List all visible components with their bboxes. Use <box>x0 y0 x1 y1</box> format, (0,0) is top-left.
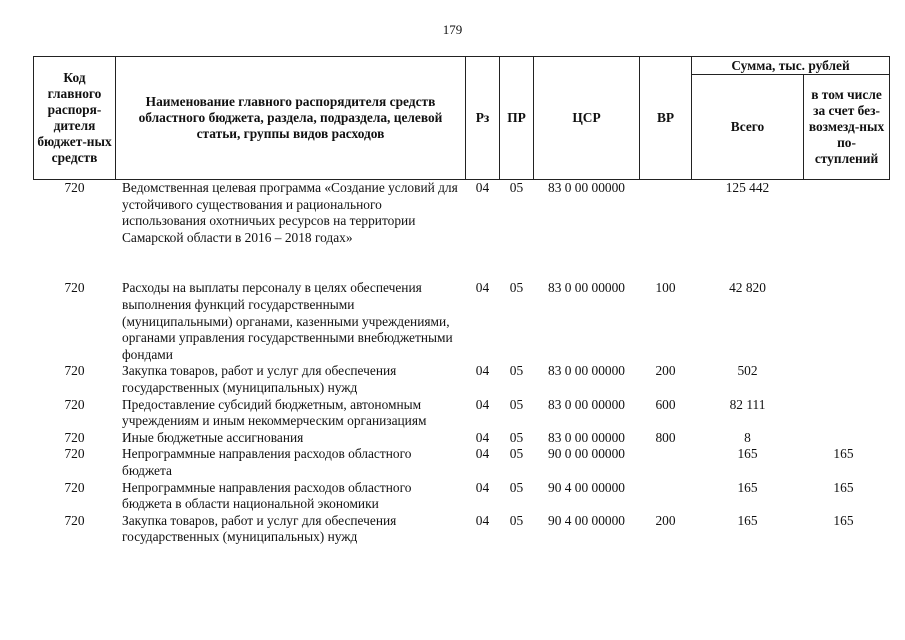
header-pr: ПР <box>500 57 534 180</box>
row-incl: 165 <box>833 479 854 495</box>
row-vr <box>640 446 692 479</box>
row-vr <box>640 180 692 247</box>
header-csr: ЦСР <box>534 57 640 180</box>
row-total: 165 <box>737 446 758 462</box>
row-incl <box>804 397 890 430</box>
row-total: 125 442 <box>725 180 770 195</box>
spacer-row <box>34 246 890 280</box>
table-row <box>34 180 890 247</box>
row-vr: 100 <box>655 280 676 296</box>
row-csr: 90 0 00 00000 <box>548 446 625 462</box>
row-total: 165 <box>737 512 758 528</box>
row-pr: 05 <box>509 363 524 379</box>
row-name: Закупка товаров, работ и услуг для обеспечения государственных (муниципальных) нужд <box>122 363 397 395</box>
header-rz: Рз <box>466 57 500 180</box>
row-csr: 83 0 00 00000 <box>548 396 625 412</box>
table-row <box>34 397 890 430</box>
row-csr: 83 0 00 00000 <box>548 363 625 379</box>
row-pr: 05 <box>509 446 524 462</box>
row-vr: 800 <box>655 429 676 445</box>
row-rz: 04 <box>475 446 490 462</box>
header-incl: в том числе за счет без-возмезд-ных по-ступлений <box>804 75 890 180</box>
row-pr: 05 <box>509 396 524 412</box>
row-incl: 165 <box>833 446 854 462</box>
row-rz: 04 <box>475 512 490 528</box>
table-row <box>34 513 890 546</box>
row-csr: 83 0 00 00000 <box>548 180 625 195</box>
row-rz: 04 <box>475 363 490 379</box>
row-total: 165 <box>737 479 758 495</box>
row-code: 720 <box>64 479 85 495</box>
row-code: 720 <box>64 280 85 296</box>
row-total: 42 820 <box>729 280 766 296</box>
row-vr: 200 <box>655 512 676 528</box>
row-csr: 83 0 00 00000 <box>548 429 625 445</box>
row-csr: 90 4 00 00000 <box>548 512 625 528</box>
table-row <box>34 363 890 396</box>
row-rz: 04 <box>475 280 490 296</box>
row-rz: 04 <box>475 479 490 495</box>
row-code: 720 <box>64 446 85 462</box>
row-name: Непрограммные направления расходов областного бюджета <box>122 446 412 478</box>
budget-table <box>33 56 890 546</box>
header-vr: ВР <box>640 57 692 180</box>
header-sum-group: Сумма, тыс. рублей <box>692 57 890 75</box>
table-row <box>34 480 890 513</box>
row-incl <box>804 363 890 396</box>
row-name: Расходы на выплаты персоналу в целях обеспечения выполнения функций государственными (муниципальными) органами, казенными учреждениями, органами управления государственными внебюджетными фондами <box>122 280 453 362</box>
row-incl <box>804 430 890 447</box>
row-csr: 90 4 00 00000 <box>548 479 625 495</box>
row-total: 8 <box>744 429 751 445</box>
row-incl: 165 <box>833 512 854 528</box>
row-pr: 05 <box>509 479 524 495</box>
row-rz: 04 <box>475 180 490 195</box>
row-pr: 05 <box>509 512 524 528</box>
row-rz: 04 <box>475 429 490 445</box>
header-row-1 <box>34 57 890 75</box>
row-incl <box>804 180 890 247</box>
row-pr: 05 <box>509 180 524 195</box>
row-vr <box>640 480 692 513</box>
table-row <box>34 280 890 363</box>
table-row <box>34 430 890 447</box>
row-pr: 05 <box>509 280 524 296</box>
row-name: Закупка товаров, работ и услуг для обеспечения государственных (муниципальных) нужд <box>122 512 397 545</box>
row-pr: 05 <box>509 429 524 445</box>
page-number: 179 <box>442 22 463 37</box>
row-rz: 04 <box>475 396 490 412</box>
row-code: 720 <box>64 429 85 445</box>
row-name: Иные бюджетные ассигнования <box>122 429 304 445</box>
row-csr: 83 0 00 00000 <box>548 280 625 296</box>
row-incl <box>804 280 890 363</box>
row-code: 720 <box>64 363 85 379</box>
header-total: Всего <box>692 75 804 180</box>
row-name: Непрограммные направления расходов областного бюджета в области национальной экономики <box>122 479 412 512</box>
header-code: Код главного распоря-дителя бюджет-ных средств <box>34 57 116 180</box>
header-name: Наименование главного распорядителя средств областного бюджета, раздела, подраздела, целевой статьи, группы видов расходов <box>116 57 466 180</box>
row-vr: 600 <box>655 396 676 412</box>
row-total: 502 <box>737 363 758 379</box>
row-name: Ведомственная целевая программа «Создание условий для устойчивого существования и рационального использования охотничьих ресурсов на территории Самарской области в 2016 – 2018 годах» <box>122 180 458 245</box>
table-row <box>34 446 890 479</box>
row-code: 720 <box>64 180 85 195</box>
row-total: 82 111 <box>729 396 766 412</box>
row-code: 720 <box>64 512 85 528</box>
row-name: Предоставление субсидий бюджетным, автономным учреждениям и иным некоммерческим организациям <box>122 396 427 429</box>
row-code: 720 <box>64 396 85 412</box>
row-vr: 200 <box>655 363 676 379</box>
